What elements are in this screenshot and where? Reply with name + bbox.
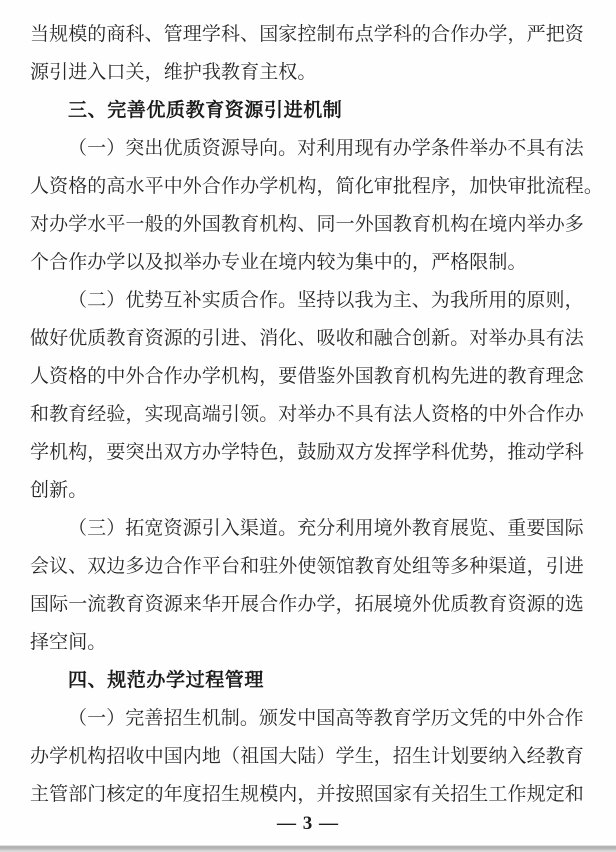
text-line: 人资格的中外合作办学机构，要借鉴外国教育机构先进的教育理念 — [30, 366, 584, 387]
section-heading-4: 四、规范办学过程管理 — [68, 670, 265, 691]
text-line: （三）拓宽资源引入渠道。充分利用境外教育展览、重要国际 — [68, 518, 584, 539]
page-number: — 3 — — [277, 813, 339, 834]
text-line: （二）优势互补实质合作。坚持以我为主、为我所用的原则， — [68, 290, 584, 311]
text-line: （一）突出优质资源导向。对利用现有办学条件举办不具有法 — [68, 138, 584, 159]
text-line: 国际一流教育资源来华开展合作办学，拓展境外优质教育资源的选 — [30, 594, 584, 615]
text-line: 创新。 — [30, 480, 88, 501]
text-line: 个合作办学以及拟举办专业在境内较为集中的，严格限制。 — [30, 252, 527, 273]
scan-edge-shadow — [0, 843, 616, 852]
text-line: 对办学水平一般的外国教育机构、同一外国教育机构在境内举办多 — [30, 214, 584, 235]
text-line: 和教育经验，实现高端引领。对举办不具有法人资格的中外合作办 — [30, 404, 584, 425]
text-line: （一）完善招生机制。颁发中国高等教育学历文凭的中外合作 — [68, 708, 584, 729]
text-line: 源引进入口关，维护我教育主权。 — [30, 62, 317, 83]
text-line: 做好优质教育资源的引进、消化、吸收和融合创新。对举办具有法 — [30, 328, 584, 349]
text-line: 学机构，要突出双方办学特色，鼓励双方发挥学科优势，推动学科 — [30, 442, 584, 463]
text-line: 当规模的商科、管理学科、国家控制布点学科的合作办学，严把资 — [30, 24, 584, 45]
section-heading-3: 三、完善优质教育资源引进机制 — [68, 100, 343, 121]
text-line: 主管部门核定的年度招生规模内，并按照国家有关招生工作规定和 — [30, 784, 584, 805]
text-line: 会议、双边多边合作平台和驻外使领馆教育处组等多种渠道，引进 — [30, 556, 584, 577]
text-line: 人资格的高水平中外合作办学机构，简化审批程序，加快审批流程。 — [30, 176, 604, 197]
document-body — [30, 16, 604, 814]
text-line: 择空间。 — [30, 632, 107, 653]
text-line: 办学机构招收中国内地（祖国大陆）学生，招生计划要纳入经教育 — [30, 746, 584, 767]
